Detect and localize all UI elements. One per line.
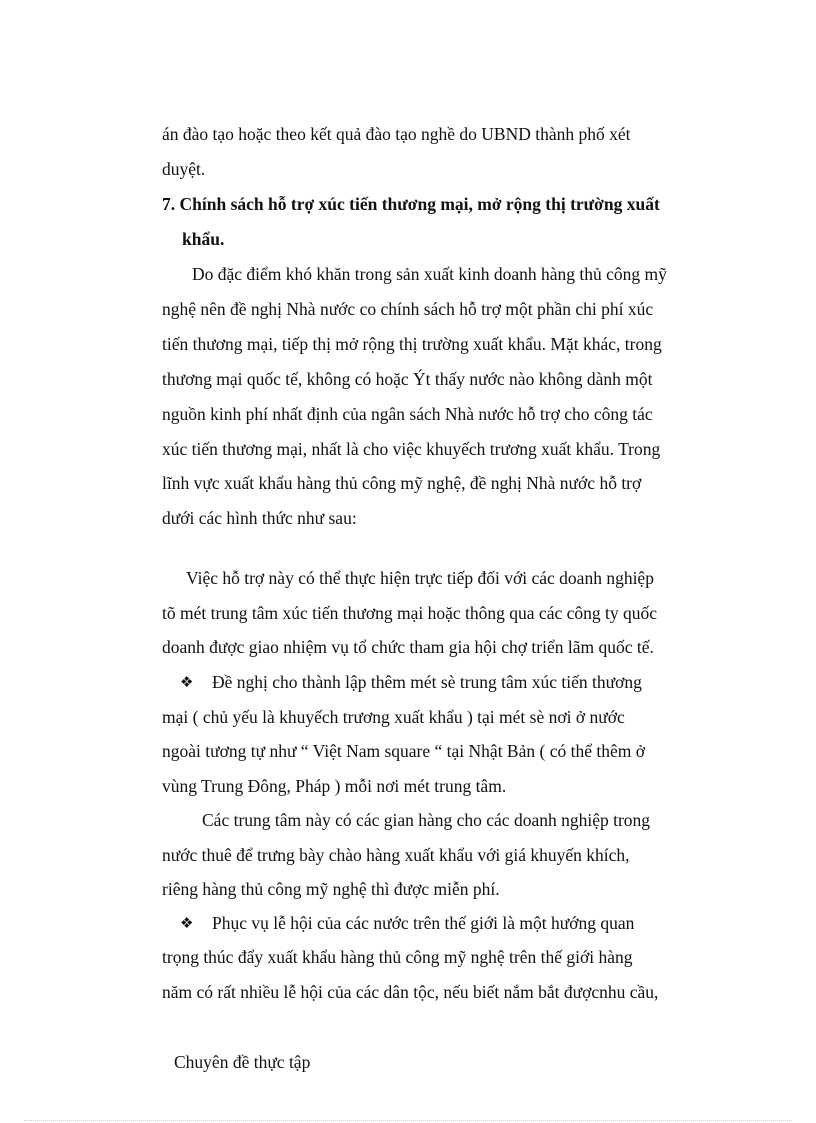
text-line: án đào tạo hoặc theo kết quả đào tạo nghề do UBND thành phố xét xyxy=(162,124,631,144)
bullet-text-line: ngoài tương tự như “ Việt Nam square “ tại Nhật Bản ( có thể thêm ở xyxy=(162,741,645,761)
section-heading: khẩu. xyxy=(182,229,225,249)
bullet-text-line: Đề nghị cho thành lập thêm mét sè trung tâm xúc tiến thương xyxy=(212,672,642,692)
section-heading: 7. Chính sách hỗ trợ xúc tiến thương mại, mở rộng thị trường xuất xyxy=(162,194,660,214)
bullet-text-line: năm có rất nhiều lễ hội của các dân tộc, nếu biết nắm bắt đượcnhu cầu, xyxy=(162,982,659,1002)
text-line: lĩnh vực xuất khẩu hàng thủ công mỹ nghệ, đề nghị Nhà nước hỗ trợ xyxy=(162,473,642,493)
text-line: riêng hàng thủ công mỹ nghệ thì được miễn phí. xyxy=(162,879,500,899)
text-line: dưới các hình thức như sau: xyxy=(162,508,357,528)
text-line: Việc hỗ trợ này có thể thực hiện trực tiếp đối với các doanh nghiệp xyxy=(186,568,654,588)
page-footer: Chuyên đề thực tập xyxy=(174,1052,311,1072)
text-line: Các trung tâm này có các gian hàng cho các doanh nghiệp trong xyxy=(202,810,651,830)
diamond-bullet-icon: ❖ xyxy=(180,673,194,691)
bullet-text-line: mại ( chủ yếu là khuyếch trương xuất khẩu ) tại mét sè nơi ở nước xyxy=(162,707,625,727)
footer-divider xyxy=(24,1120,792,1121)
bullet-text-line: Phục vụ lễ hội của các nước trên thế giới là một hướng quan xyxy=(212,913,635,933)
text-line: tõ mét trung tâm xúc tiến thương mại hoặc thông qua các công ty quốc xyxy=(162,603,657,623)
text-line: nước thuê để trưng bày chào hàng xuất khẩu với giá khuyến khích, xyxy=(162,845,630,865)
text-line: thương mại quốc tế, không có hoặc Ýt thấy nước nào không dành một xyxy=(162,369,653,389)
text-line: duyệt. xyxy=(162,159,206,179)
text-line: tiến thương mại, tiếp thị mở rộng thị trường xuất khẩu. Mặt khác, trong xyxy=(162,334,662,354)
text-line: xúc tiến thương mại, nhất là cho việc khuyếch trương xuất khẩu. Trong xyxy=(162,439,661,459)
bullet-text-line: trọng thúc đẩy xuất khẩu hàng thủ công mỹ nghệ trên thế giới hàng xyxy=(162,947,633,967)
text-line: nghệ nên đề nghị Nhà nước co chính sách hỗ trợ một phần chi phí xúc xyxy=(162,299,654,319)
text-line: Do đặc điểm khó khăn trong sản xuất kinh doanh hàng thủ công mỹ xyxy=(192,264,667,284)
bullet-text-line: vùng Trung Đông, Pháp ) mỗi nơi mét trung tâm. xyxy=(162,776,507,796)
diamond-bullet-icon: ❖ xyxy=(180,914,194,932)
text-line: doanh được giao nhiệm vụ tổ chức tham gia hội chợ triển lãm quốc tế. xyxy=(162,637,654,657)
text-line: nguồn kinh phí nhất định của ngân sách Nhà nước hỗ trợ cho công tác xyxy=(162,404,653,424)
